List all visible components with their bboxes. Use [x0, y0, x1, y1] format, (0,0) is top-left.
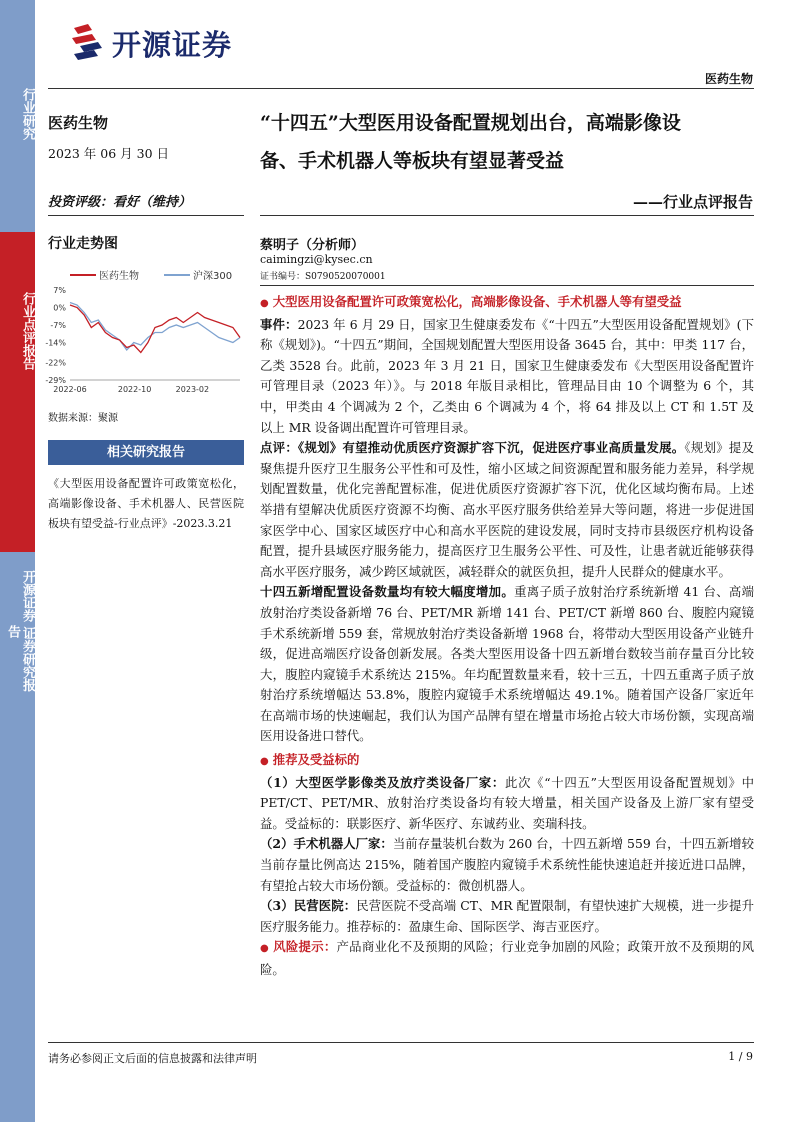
analyst-email[interactable]: caimingzi@kysec.cn: [260, 253, 373, 266]
chart-lines: [70, 303, 240, 353]
left-divider: [48, 215, 244, 216]
footer-disclaimer: 请务必参阅正文后面的信息披露和法律声明: [48, 1052, 257, 1065]
title-divider: [260, 215, 754, 216]
report-title-line2: 备、手术机器人等板块有望显著受益: [260, 150, 565, 172]
item-private-hospitals: （3）民营医院：民营医院不受高端 CT、MR 配置限制，有望快速扩大规模，进一步提升医疗服务能力。推荐标的：盈康生命、国际医学、海吉亚医疗。: [260, 898, 755, 934]
y-axis: [45, 286, 240, 385]
bullet-icon: ●: [260, 943, 269, 955]
report-subtitle: ——行业点评报告: [632, 193, 753, 211]
side-bar: [0, 0, 35, 1122]
report-body: [260, 292, 754, 981]
header-sector: 医药生物: [704, 72, 753, 86]
data-source: 数据来源：聚源: [48, 413, 118, 424]
bullet-icon: ●: [260, 298, 269, 309]
trend-title: 行业走势图: [48, 236, 118, 252]
x-tick-label: 2022-06: [53, 385, 87, 394]
analyst-name: 蔡明子（分析师）: [260, 238, 365, 253]
analyst-cert: 证书编号：S0790520070001: [260, 272, 386, 282]
x-tick-label: 2022-10: [117, 385, 152, 394]
heading-policy: ● 大型医用设备配置许可政策宽松化，高端影像设备、手术机器人等有望受益: [260, 294, 682, 309]
header-divider: [48, 88, 754, 89]
risk-warning: ● 风险提示：产品商业化不及预期的风险；行业竞争加剧的风险；政策开放不及预期的风险。: [260, 939, 754, 977]
y-tick-label: -22%: [45, 358, 66, 368]
report-title-line1: “十四五”大型医用设备配置规划出台，高端影像设: [260, 112, 681, 134]
logo-mark-icon: [70, 22, 104, 64]
trend-chart: [40, 262, 245, 402]
logo: [70, 22, 232, 64]
page-number: 1 / 9: [728, 1050, 753, 1063]
y-tick-label: 0%: [53, 303, 66, 313]
related-report-link[interactable]: 《大型医用设备配置许可政策宽松化，高端影像设备、手术机器人、民营医院板块有望受益-行业点评》-2023.3.21: [48, 477, 244, 530]
legend-label-medicine: 医药生物: [99, 271, 139, 282]
bullet-icon: ●: [260, 756, 269, 768]
chart-legend: [70, 269, 232, 282]
sector-name: 医药生物: [48, 114, 109, 132]
footer-divider: [48, 1042, 754, 1043]
legend-label-hs300: 沪深300: [193, 271, 233, 282]
y-tick-label: -7%: [50, 321, 66, 330]
item-imaging: （1）大型医学影像类及放疗类设备厂家：此次《“十四五”大型医用设备配置规划》中 PET/CT、PET/MR、放射治疗类设备均有较大增量，相关国产设备及上游厂家有望受益。受益标的：联影医疗、新华医疗、东诚药业、奕瑞科技。: [260, 774, 755, 831]
side-label-top: 行业研究: [20, 88, 35, 140]
report-title: [260, 104, 754, 180]
report-date: 2023 年 06 月 30 日: [48, 146, 169, 161]
x-tick-label: 2023-02: [175, 385, 210, 394]
analyst-divider: [260, 285, 754, 286]
series-line: [70, 305, 240, 353]
side-label-middle: 行业点评报告: [20, 292, 35, 370]
side-label-bottom: 开源证券 证券研究报告: [5, 570, 35, 692]
y-tick-label: -29%: [45, 376, 66, 385]
side-bar-red-band: [0, 232, 35, 552]
x-axis: [53, 385, 209, 394]
item-robots: （2）手术机器人厂家：当前存量装机台数为 260 台，十四五新增 559 台，十四五新增较当前存量比例高达 215%，随着国产腹腔内窥镜手术系统性能快速追赶并接近进口品牌，有望抢占较大市场份额。受益标的：微创机器人。: [260, 836, 754, 893]
related-reports-title: 相关研究报告: [48, 440, 244, 465]
para-new-equipment: 十四五新增配置设备数量均有较大幅度增加。重离子质子放射治疗系统新增 41 台、高端放射治疗类设备新增 76 台、PET/MR 新增 141 台、PET/CT 新增 860 台、腹腔内窥镜手术系统新增 559 套，常规放射治疗类设备新增 1968 台，将带动大型医用设备产业链升级，促进高端医疗设备创新发展。各类大型医用设备十四五新增台数较当前存量百分比较大，腹腔内窥镜手术系统达 215%。年均配置数量来看，较十三五，十四五重离子质子放射治疗系统增幅达 53.8%，腹腔内窥镜手术系统增幅达 49.1%。随着国产设备厂家近年在高端市场的快速崛起，我们认为国产品牌有望在增量市场抢占较大市场份额，实现高端医用设备进口替代。: [260, 584, 754, 744]
y-tick-label: -14%: [45, 338, 66, 348]
para-comment: 点评：《规划》有望推动优质医疗资源扩容下沉，促进医疗事业高质量发展。《规划》提及聚焦提升医疗卫生服务公平性和可及性，缩小区域之间资源配置和服务能力差异，科学规划配置数量，优化完善配置标准，促进优质医疗资源扩容下沉，优化区域均衡布局。上述举措有望解决优质医疗资源不均衡、高水平医疗服务供给差异大等问题，将进一步促进国家医学中心、国家区域医疗中心和高水平医院的建设发展，同时支持市县级医疗机构设备配置，提升县域医疗服务能力，提高医疗卫生服务公平性、可及性，让患者就近能够获得高水平医疗服务，减少跨区域就医，减轻群众的就医负担，提升人民群众的健康水平。: [260, 440, 754, 579]
series-line: [70, 303, 240, 351]
logo-text: 开源证券: [112, 27, 233, 62]
heading-recommend: ● 推荐及受益标的: [260, 752, 360, 768]
investment-rating: 投资评级：看好（维持）: [48, 195, 192, 210]
y-tick-label: 7%: [53, 286, 66, 295]
para-event: 事件：2023 年 6 月 29 日，国家卫生健康委发布《“十四五”大型医用设备配置规划》(下称《规划》)。“十四五”期间，全国规划配置大型医用设备 3645 台，其中：甲类 117 台，乙类 3528 台。此前，2023 年 3 月 21 日，国家卫生健康委发布《大型医用设备配置许可管理目录（2023 年）》。与 2018 年版目录相比，管理品目由 10 个调整为 6 个，其中，甲类由 4 个调减为 2 个，乙类由 6 个调减为 4 个，将 64 排及以上 CT 和 1.5T 及以上 MR 设备调出配置许可管理目录。: [260, 316, 755, 435]
